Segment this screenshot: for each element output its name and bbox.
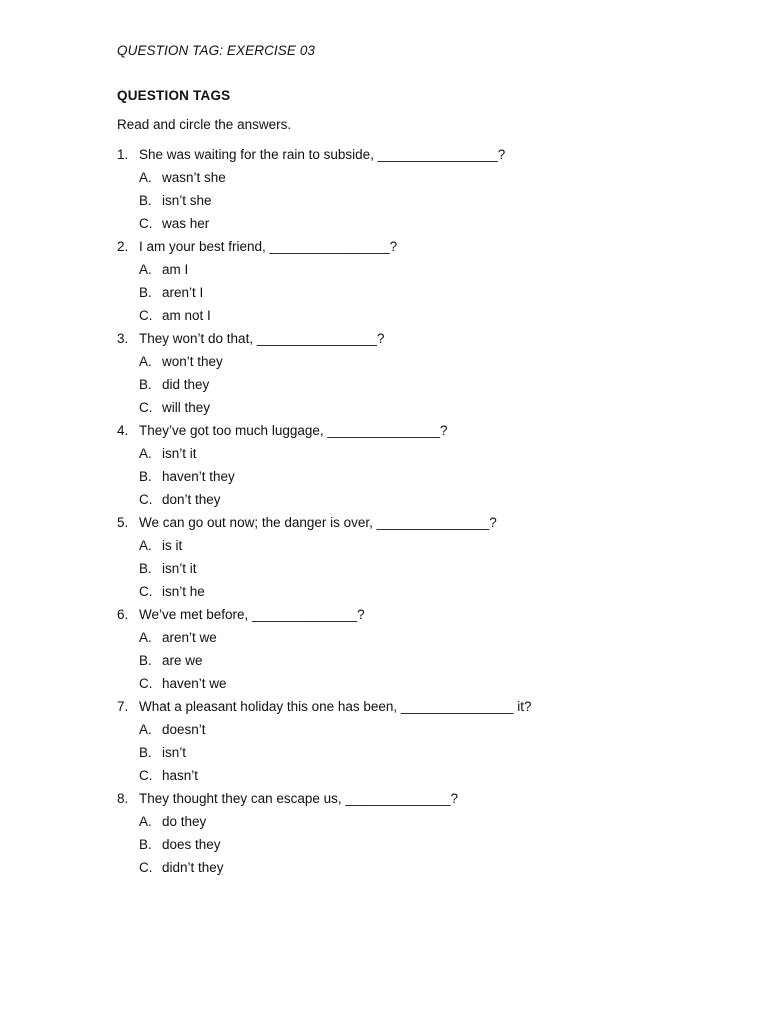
answer-option[interactable] [117,445,677,468]
question-text: We can go out now; the danger is over, _______________? [139,515,497,530]
answer-options [117,629,677,698]
question-text: They’ve got too much luggage, _______________? [139,423,448,438]
answer-option[interactable] [117,813,677,836]
question-item [117,330,677,422]
option-letter: C. [139,308,153,323]
option-text: isn’t [162,745,187,760]
answer-option[interactable] [117,169,677,192]
question-number: 2. [117,239,129,254]
option-text: will they [162,400,211,415]
question-line [117,330,677,353]
question-item [117,238,677,330]
answer-option[interactable] [117,767,677,790]
question-line [117,606,677,629]
option-letter: B. [139,837,152,852]
option-text: do they [162,814,207,829]
answer-option[interactable] [117,859,677,882]
option-letter: C. [139,860,153,875]
option-text: hasn’t [162,768,199,783]
option-letter: B. [139,285,152,300]
option-letter: B. [139,193,152,208]
option-text: aren’t we [162,630,217,645]
option-letter: A. [139,354,152,369]
option-text: isn’t she [162,193,212,208]
answer-option[interactable] [117,399,677,422]
option-letter: A. [139,170,152,185]
question-line [117,146,677,169]
answer-option[interactable] [117,215,677,238]
option-letter: B. [139,653,152,668]
option-text: isn’t it [162,561,197,576]
option-text: does they [162,837,221,852]
option-letter: C. [139,584,153,599]
instruction-text: Read and circle the answers. [117,117,292,132]
question-item [117,606,677,698]
question-line [117,790,677,813]
option-text: am I [162,262,189,277]
question-number: 4. [117,423,129,438]
question-number: 7. [117,699,129,714]
option-text: isn’t he [162,584,205,599]
option-letter: C. [139,216,153,231]
question-text: I am your best friend, ________________? [139,239,398,254]
question-item [117,698,677,790]
answer-option[interactable] [117,261,677,284]
question-text: We’ve met before, ______________? [139,607,365,622]
question-line [117,238,677,261]
option-text: doesn’t [162,722,206,737]
answer-options [117,813,677,882]
option-text: don’t they [162,492,221,507]
answer-option[interactable] [117,468,677,491]
question-item [117,146,677,238]
question-number: 3. [117,331,129,346]
option-text: haven’t we [162,676,227,691]
answer-option[interactable] [117,560,677,583]
answer-option[interactable] [117,284,677,307]
answer-options [117,721,677,790]
answer-options [117,445,677,514]
answer-option[interactable] [117,491,677,514]
answer-option[interactable] [117,376,677,399]
answer-option[interactable] [117,652,677,675]
option-text: are we [162,653,203,668]
question-text: What a pleasant holiday this one has been, _______________ it? [139,699,532,714]
option-letter: B. [139,377,152,392]
answer-option[interactable] [117,307,677,330]
option-text: won’t they [162,354,223,369]
option-letter: A. [139,538,152,553]
question-text: They won’t do that, ________________? [139,331,385,346]
question-line [117,514,677,537]
exercise-header: QUESTION TAG: EXERCISE 03 [117,43,316,58]
option-text: was her [162,216,210,231]
option-text: did they [162,377,210,392]
answer-options [117,169,677,238]
answer-option[interactable] [117,721,677,744]
question-number: 1. [117,147,129,162]
answer-option[interactable] [117,353,677,376]
option-letter: A. [139,630,152,645]
option-text: didn’t they [162,860,224,875]
answer-option[interactable] [117,744,677,767]
answer-option[interactable] [117,583,677,606]
question-line [117,698,677,721]
answer-option[interactable] [117,537,677,560]
option-letter: B. [139,745,152,760]
option-text: aren’t I [162,285,204,300]
option-letter: B. [139,561,152,576]
answer-options [117,537,677,606]
question-item [117,790,677,882]
question-item [117,514,677,606]
option-letter: C. [139,768,153,783]
answer-options [117,353,677,422]
option-letter: C. [139,400,153,415]
answer-option[interactable] [117,836,677,859]
answer-option[interactable] [117,675,677,698]
question-list [117,146,677,882]
option-letter: A. [139,722,152,737]
option-letter: A. [139,446,152,461]
question-item [117,422,677,514]
answer-option[interactable] [117,192,677,215]
option-text: haven’t they [162,469,235,484]
option-letter: C. [139,676,153,691]
question-text: They thought they can escape us, ______________? [139,791,459,806]
option-text: wasn’t she [162,170,226,185]
option-letter: A. [139,262,152,277]
question-number: 5. [117,515,129,530]
worksheet-title: QUESTION TAGS [117,88,231,103]
answer-options [117,261,677,330]
question-text: She was waiting for the rain to subside, ________________? [139,147,506,162]
question-number: 6. [117,607,129,622]
question-line [117,422,677,445]
option-letter: A. [139,814,152,829]
option-letter: B. [139,469,152,484]
question-number: 8. [117,791,129,806]
option-text: is it [162,538,183,553]
option-text: am not I [162,308,211,323]
option-letter: C. [139,492,153,507]
answer-option[interactable] [117,629,677,652]
option-text: isn’t it [162,446,197,461]
